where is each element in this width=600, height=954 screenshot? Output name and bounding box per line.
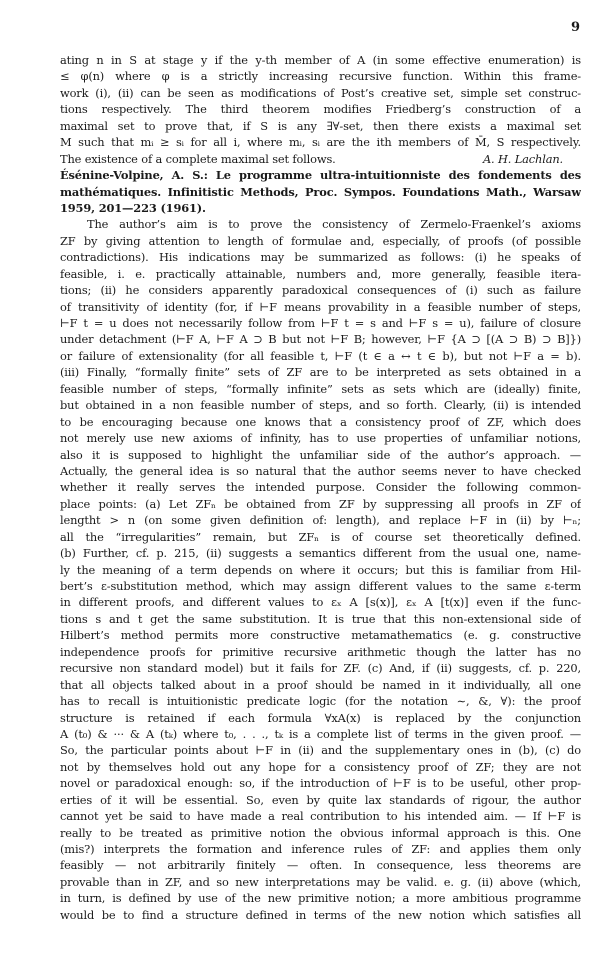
review-body	[60, 216, 581, 923]
text-line: tions; (ii) he considers apparently paradoxical consequences of (i) such as failure	[60, 283, 581, 298]
text-line: A (t₀) & ··· & A (tₖ) where t₀, . . ., tₖ is a complete list of terms in the given proof. —	[60, 726, 581, 741]
text-line: recursive non standard model) but it fails for ZF. (c) And, if (ii) suggests, cf. p. 220,	[60, 661, 581, 676]
text-line: all the “irregularities” remain, but ZFₙ is of course set theoretically defined.	[60, 529, 581, 544]
text-line: ating n in S at stage y if the y-th member of A (in some effective enumeration) is	[60, 53, 581, 67]
text-line: (iii) Finally, “formally finite” sets of ZF are to be interpreted as sets obtained in a	[60, 365, 581, 380]
text-line: would be to find a structure defined in terms of the new notion which satisfies all	[60, 907, 581, 922]
reviewer-signature: A. H. Lachlan.	[482, 151, 563, 166]
text-line: tions s and t get the same substitution. It is true that this non-extensional side of	[60, 611, 581, 626]
text-line: place points: (a) Let ZFₙ be obtained from ZF by suppressing all proofs in ZF of	[60, 496, 581, 511]
text-line: or failure of extensionality (for all feasible t, ⊢F (t ∈ a ↔ t ∈ b), but not ⊢F a = b).	[60, 348, 581, 363]
text-line: independence proofs for primitive recursive arithmetic though the latter has no	[60, 644, 581, 659]
text-line: Hilbert’s method permits more constructive metamathematics (e. g. constructive	[60, 628, 581, 643]
text-line: in different proofs, and different values to εₓ A [s(x)], εₓ A [t(x)] even if the func-	[60, 595, 581, 610]
text-line: ly the meaning of a term depends on where it occurs; but this is familiar from Hil-	[60, 562, 581, 577]
text-line: feasibly — not arbitrarily finitely — often. In consequence, less theorems are	[60, 858, 581, 873]
text-line: not merely use new axioms of infinity, has to use properties of unfamiliar notions,	[60, 431, 581, 446]
text-line: Actually, the general idea is so natural that the author seems never to have checked	[60, 463, 581, 478]
page-number: 9	[570, 20, 580, 35]
text-line: ⊢F t = u does not necessarily follow from ⊢F t = s and ⊢F s = u), failure of closure	[60, 316, 581, 330]
text-line: maximal set to prove that, if S is any ∃∀-set, then there exists a maximal set	[60, 118, 581, 133]
text-line: contradictions). His indications may be summarized as follows: (i) he speaks of	[60, 250, 581, 265]
review-closing-line	[60, 151, 581, 167]
text-line: has to recall is intuitionistic predicate logic (for the notation ∼, &, ∀): the proof	[60, 694, 581, 709]
text-line: bert’s ε-substitution method, which may assign different values to the same ε-term	[60, 579, 581, 593]
text-column	[60, 52, 581, 923]
text-line: that all objects talked about in a proof should be named in it individually, all one	[60, 677, 581, 692]
text-line: M such that mᵢ ≥ sᵢ for all i, where mᵢ, sᵢ are the ith members of M̄, S respectively.	[60, 135, 581, 150]
text-line: of transitivity of identity (for, if ⊢F means provability in a feasible number of steps,	[60, 299, 581, 314]
text-line: to be encouraging because one knows that a consistency proof of ZF, which does	[60, 414, 581, 429]
text-line: also it is supposed to highlight the unfamiliar side of the author’s approach. —	[60, 447, 581, 462]
text-line: novel or paradoxical enough: so, if the introduction of ⊢F is to be useful, other prop-	[60, 776, 581, 791]
text-line: whether it really serves the intended purpose. Consider the following common-	[60, 480, 581, 495]
text-line: work (i), (ii) can be seen as modifications of Post’s creative set, simple set construc-	[60, 85, 581, 100]
text-line: structure is retained if each formula ∀xA(x) is replaced by the conjunction	[60, 710, 581, 725]
text-line: ZF by giving attention to length of formulae and, especially, of proofs (of possible	[60, 233, 581, 248]
review-title	[60, 167, 581, 216]
text-line: not by themselves hold out any hope for a consistency proof of ZF; they are not	[60, 759, 581, 774]
review-title-line: mathématiques. Infinitistic Methods, Proc. Sympos. Foundations Math., Warsaw	[60, 184, 581, 199]
text-line: So, the particular points about ⊢F in (ii) and the supplementary ones in (b), (c) do	[60, 743, 581, 758]
text-line: (mis?) interprets the formation and inference rules of ZF: and applies them only	[60, 842, 581, 856]
text-line: tions respectively. The third theorem modifies Friedberg’s construction of a	[60, 102, 581, 117]
text-line: lengtht > n (on some given definition of: length), and replace ⊢F in (ii) by ⊢ₙ;	[60, 513, 581, 528]
text-line: feasible number of steps, “formally infinite” sets as sets which are (ideally) finite,	[60, 381, 581, 396]
text-line: really to be treated as primitive notion the obvious informal approach is this. One	[60, 825, 581, 840]
text-line: but obtained in a non feasible number of steps, and so forth. Clearly, (ii) is intended	[60, 398, 581, 413]
text-line: feasible, i. e. practically attainable, numbers and, more generally, feasible itera-	[60, 266, 581, 281]
text-line: cannot yet be said to have made a real contribution to his intended aim. — If ⊢F is	[60, 809, 581, 824]
continued-review	[60, 52, 581, 151]
review-title-line: 1959, 201—223 (1961).	[60, 200, 206, 215]
review-title-line: Ésénine-Volpine, A. S.: Le programme ultra-intuitionniste des fondements des	[60, 168, 581, 183]
text-line: under detachment (⊢F A, ⊢F A ⊃ B but not ⊢F B; however, ⊢F {A ⊃ [(A ⊃ B) ⊃ B]})	[60, 332, 581, 347]
closing-sentence: The existence of a complete maximal set follows.	[60, 151, 336, 166]
text-line: in turn, is defined by use of the new primitive notion; a more ambitious programme	[60, 891, 581, 906]
text-line: provable than in ZF, and so new interpretations may be valid. e. g. (ii) above (which,	[60, 874, 581, 889]
text-line: (b) Further, cf. p. 215, (ii) suggests a semantics different from the usual one, name-	[60, 546, 581, 561]
text-line: The author’s aim is to prove the consistency of Zermelo-Fraenkel’s axioms	[87, 217, 581, 232]
text-line: erties of it will be essential. So, even by quite lax standards of rigour, the author	[60, 792, 581, 807]
text-line: ≤ φ(n) where φ is a strictly increasing recursive function. Within this frame-	[60, 69, 581, 84]
